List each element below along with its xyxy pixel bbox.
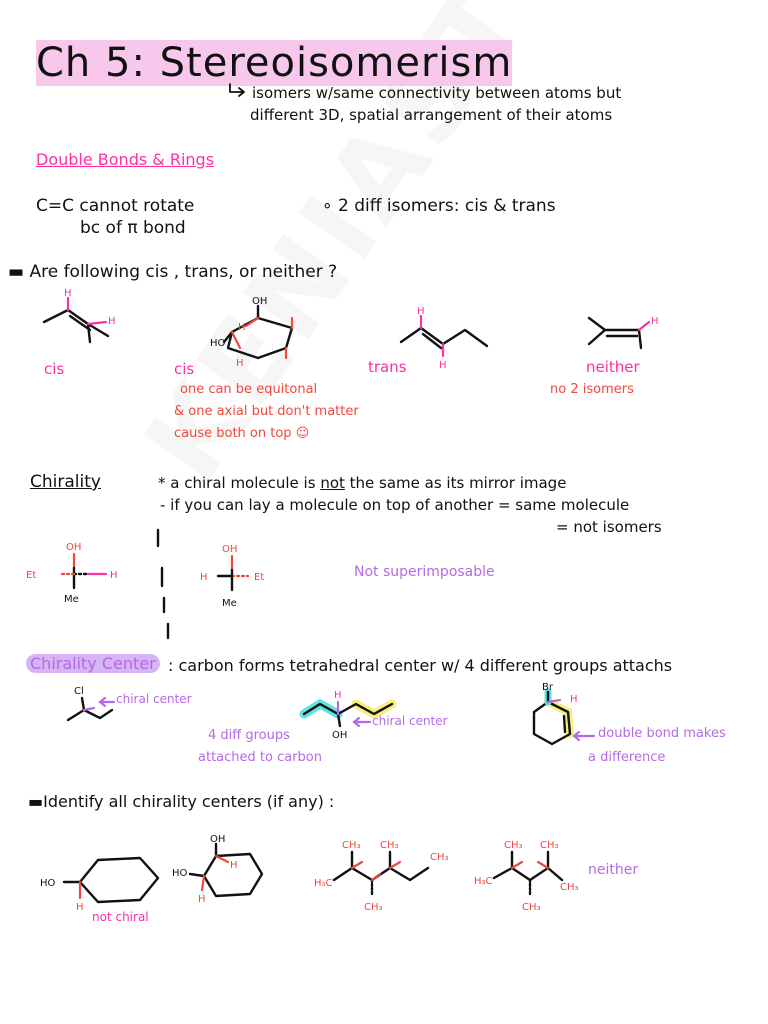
atom-oh: OH — [222, 544, 238, 555]
question-text: Are following cis , trans, or neither ? — [29, 262, 338, 282]
identify-molecule-4 — [474, 824, 594, 914]
chiral-center-molecule-2 — [300, 686, 396, 740]
arrow-icon — [352, 716, 372, 728]
atom-h: H — [439, 360, 447, 371]
atom-h: H — [198, 894, 206, 905]
chirality-note-3: = not isomers — [556, 518, 662, 536]
chirality-note-2: - if you can lay a molecule on top of another = same molecule — [160, 496, 630, 514]
emphasis-not: not — [320, 474, 345, 492]
explain-cis-2: & one axial but don't matter — [174, 404, 359, 419]
chiral-center-label-2: chiral center — [372, 714, 448, 728]
question-cis-trans: ▬ Are following cis , trans, or neither ? — [8, 262, 338, 282]
answer-3: trans — [368, 358, 407, 376]
identify-question: ▬Identify all chirality centers (if any) : — [28, 792, 335, 811]
atom-oh: OH — [332, 730, 348, 741]
double-bonds-heading: Double Bonds & Rings — [36, 150, 215, 169]
not-superimposable: Not superimposable — [354, 564, 495, 580]
atom-me: Me — [222, 598, 237, 609]
identify-question-text: Identify all chirality centers (if any) : — [43, 792, 335, 811]
atom-et: Et — [254, 572, 265, 583]
atom-h: H — [200, 572, 208, 583]
definition-line-2: different 3D, spatial arrangement of their atoms — [250, 106, 613, 124]
atom-h: H — [651, 316, 659, 327]
chiral-center-label-1: chiral center — [116, 692, 192, 706]
atom-ch3: CH₃ — [364, 902, 383, 913]
chirality-heading: Chirality — [30, 472, 101, 492]
neither-alkene-molecule — [585, 308, 675, 358]
groups-label-2: attached to carbon — [198, 750, 322, 765]
chirality-center-heading — [26, 654, 160, 673]
pi-bond-note: bc of π bond — [80, 218, 186, 238]
explain-neither: no 2 isomers — [550, 382, 634, 397]
groups-label-1: 4 diff groups — [208, 728, 290, 743]
chirality-center-heading-text: Chirality Center — [26, 654, 160, 673]
double-bond-label-2: a difference — [588, 750, 666, 765]
identify-molecule-1 — [40, 846, 170, 916]
enantiomer-right-molecule — [196, 540, 296, 614]
answer-4: neither — [586, 358, 640, 376]
atom-oh: OH — [210, 834, 226, 845]
mirror-line — [150, 528, 180, 640]
atom-et: Et — [26, 570, 37, 581]
atom-ho: HO — [40, 878, 56, 889]
atom-ch3: CH₃ — [540, 840, 559, 851]
page-title — [36, 40, 512, 86]
atom-br: Br — [542, 682, 553, 693]
arrow-icon — [228, 84, 248, 98]
atom-oh: OH — [252, 296, 268, 307]
atom-h: H — [238, 322, 246, 333]
arrow-icon — [98, 696, 116, 708]
atom-h: H — [230, 860, 238, 871]
atom-ch3: CH₃ — [380, 840, 399, 851]
atom-h: H — [108, 316, 116, 327]
explain-cis-1: one can be equitonal — [180, 382, 318, 397]
atom-ch3: CH₃ — [560, 882, 579, 893]
atom-h3c: H₃C — [314, 878, 333, 889]
atom-h3c: H₃C — [474, 876, 493, 887]
atom-ch3: CH₃ — [430, 852, 449, 863]
atom-ch3: CH₃ — [504, 840, 523, 851]
identify-molecule-2 — [172, 832, 272, 912]
explain-cis-3: cause both on top ☺ — [174, 426, 310, 441]
cyclohexane-diol-molecule — [210, 296, 310, 370]
title-text: Ch 5: Stereoisomerism — [36, 40, 513, 86]
enantiomer-left-molecule — [26, 538, 126, 612]
not-chiral-label: not chiral — [92, 910, 149, 924]
atom-ho: HO — [210, 338, 226, 349]
answer-1: cis — [44, 360, 65, 378]
atom-cl: Cl — [74, 686, 84, 697]
chirality-note-1-text: * a chiral molecule is not the same as its mirror image — [158, 474, 567, 492]
atom-h: H — [417, 306, 425, 317]
cc-rotate-note: C=C cannot rotate — [36, 196, 195, 216]
atom-ch3: CH₃ — [342, 840, 361, 851]
trans-alkene-molecule — [395, 300, 495, 371]
atom-ch3: CH₃ — [522, 902, 541, 913]
atom-h: H — [110, 570, 118, 581]
neither-label: neither — [588, 862, 639, 878]
atom-h: H — [64, 288, 72, 299]
atom-h: H — [334, 690, 342, 701]
atom-h: H — [236, 358, 244, 369]
chirality-note-1 — [158, 474, 566, 492]
chirality-center-definition: : carbon forms tetrahedral center w/ 4 different groups attachs — [168, 656, 673, 675]
answer-2: cis — [174, 360, 195, 378]
isomers-note: ∘ 2 diff isomers: cis & trans — [322, 196, 556, 216]
atom-me: Me — [64, 594, 79, 605]
definition-line-1: isomers w/same connectivity between atoms but — [252, 84, 622, 102]
atom-h: H — [76, 902, 84, 913]
arrow-icon — [572, 730, 596, 742]
double-bond-label-1: double bond makes — [598, 726, 726, 741]
atom-h: H — [570, 694, 578, 705]
identify-molecule-3 — [314, 824, 454, 914]
atom-ho: HO — [172, 868, 188, 879]
cis-alkene-molecule — [38, 288, 118, 348]
atom-oh: OH — [66, 542, 82, 553]
